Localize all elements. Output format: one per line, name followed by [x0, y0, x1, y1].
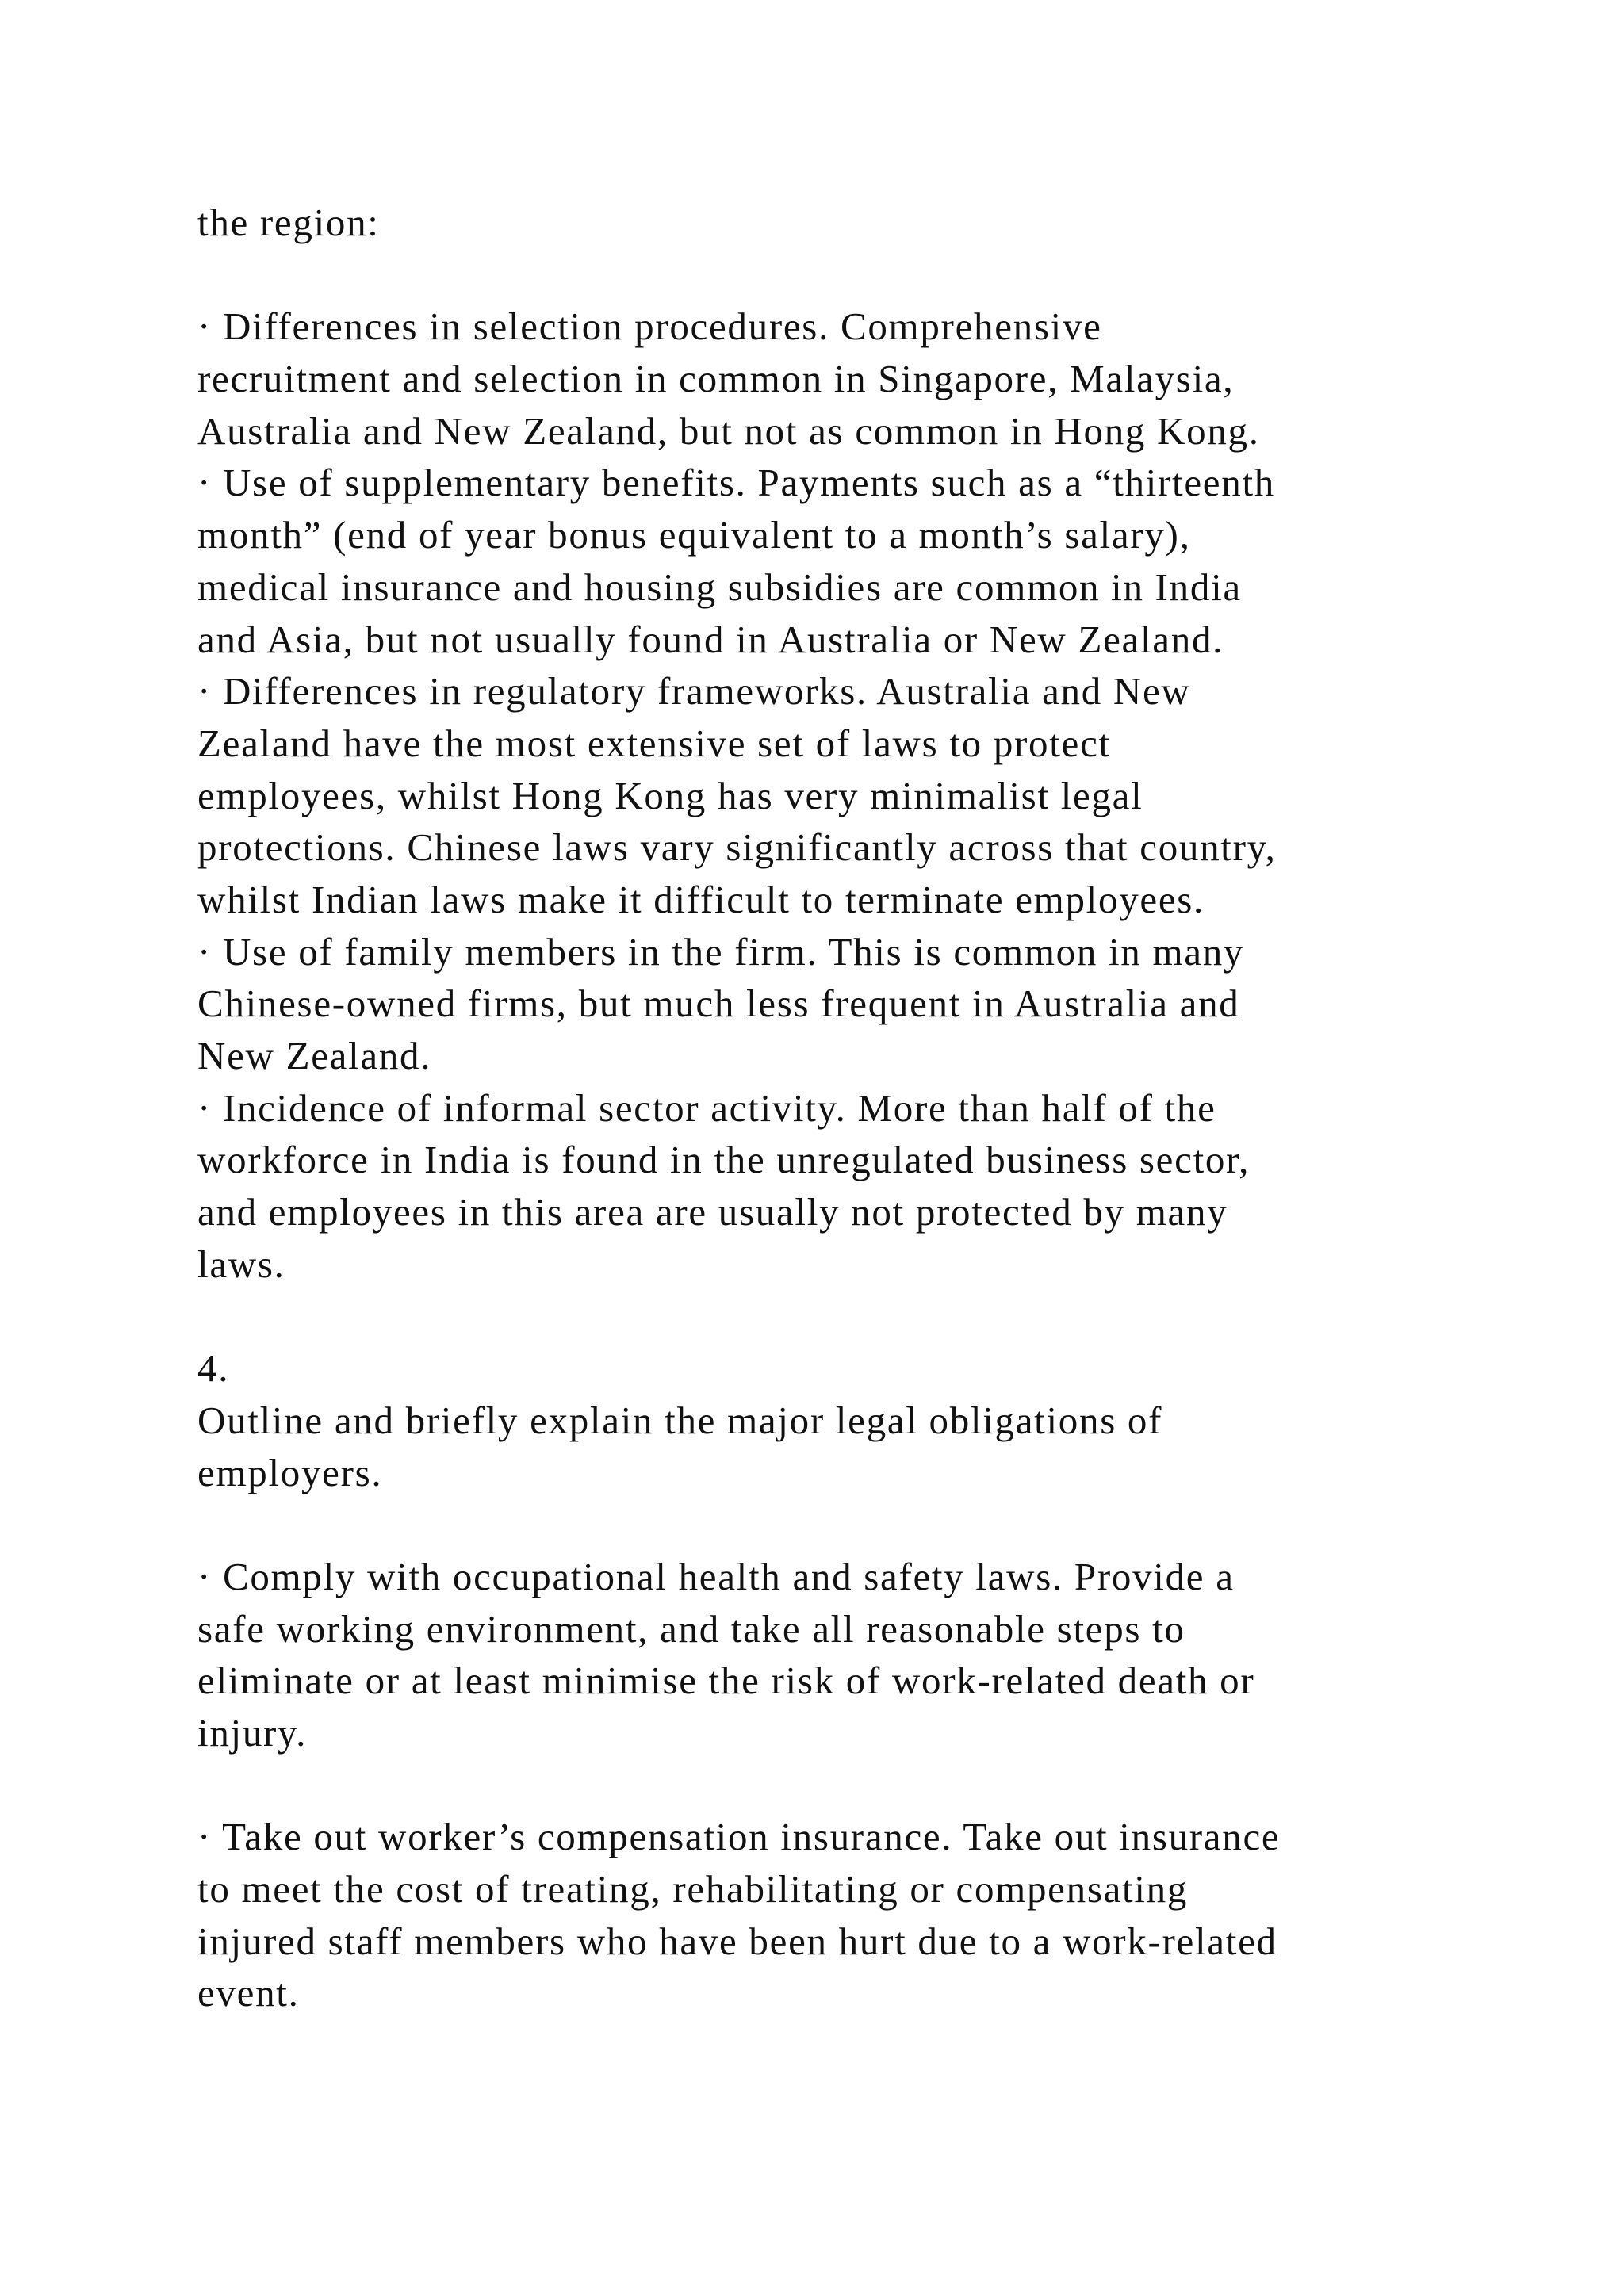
bullet-workers-compensation [197, 1811, 1450, 2019]
bullet-informal-sector [197, 1082, 1450, 1291]
bullet-line: workforce in India is found in the unregulated business sector, [197, 1138, 1251, 1182]
bullet-regulatory-frameworks [197, 665, 1450, 925]
intro-line: the region: [197, 201, 380, 244]
bullet-line: · Use of supplementary benefits. Payments such as a “thirteenth [197, 461, 1275, 505]
bullet-line: · Comply with occupational health and safety laws. Provide a [197, 1554, 1235, 1598]
bullet-line: injury. [197, 1710, 308, 1755]
blank-line [197, 1759, 1450, 1812]
bullet-line: Chinese-owned firms, but much less frequent in Australia and [197, 982, 1240, 1026]
bullet-line: · Take out worker’s compensation insurance. Take out insurance [197, 1815, 1281, 1859]
bullet-line: · Differences in regulatory frameworks. Australia and New [197, 669, 1191, 714]
bullet-line: whilst Indian laws make it difficult to terminate employees. [197, 877, 1205, 921]
bullet-ohs-laws [197, 1551, 1450, 1759]
bullet-line: injured staff members who have been hurt due to a work-related [197, 1919, 1277, 1963]
question-number: 4. [197, 1346, 230, 1391]
bullet-line: safe working environment, and take all reasonable steps to [197, 1606, 1185, 1651]
bullet-line: recruitment and selection in common in Singapore, Malaysia, [197, 357, 1235, 401]
bullet-line: employees, whilst Hong Kong has very minimalist legal [197, 773, 1143, 817]
bullet-line: Zealand have the most extensive set of laws to protect [197, 721, 1111, 765]
bullet-line: to meet the cost of treating, rehabilitating or compensating [197, 1867, 1189, 1911]
bullet-family-members [197, 926, 1450, 1082]
bullet-line: protections. Chinese laws vary significantly across that country, [197, 825, 1277, 870]
document-body [197, 197, 1450, 2019]
blank-line [197, 1290, 1450, 1342]
blank-line [197, 1498, 1450, 1551]
bullet-line: · Incidence of informal sector activity. More than half of the [197, 1085, 1216, 1130]
question-block [197, 1342, 1450, 1498]
bullet-line: medical insurance and housing subsidies are common in India [197, 564, 1242, 609]
bullet-selection-procedures [197, 300, 1450, 457]
bullet-line: Australia and New Zealand, but not as common in Hong Kong. [197, 408, 1260, 453]
bullet-line: eliminate or at least minimise the risk of work-related death or [197, 1659, 1255, 1703]
bullet-line: · Use of family members in the firm. This is common in many [197, 929, 1245, 974]
question-line: employers. [197, 1450, 383, 1494]
question-line: Outline and briefly explain the major legal obligations of [197, 1398, 1163, 1442]
bullet-line: and Asia, but not usually found in Australia or New Zealand. [197, 617, 1224, 661]
bullet-line: · Differences in selection procedures. Comprehensive [197, 304, 1102, 349]
bullet-line: and employees in this area are usually not protected by many [197, 1190, 1228, 1234]
bullet-line: laws. [197, 1242, 285, 1286]
bullet-line: New Zealand. [197, 1034, 432, 1077]
blank-line [197, 249, 1450, 301]
bullet-line: month” (end of year bonus equivalent to a month’s salary), [197, 513, 1191, 557]
bullet-line: event. [197, 1971, 300, 2015]
bullet-supplementary-benefits [197, 457, 1450, 665]
